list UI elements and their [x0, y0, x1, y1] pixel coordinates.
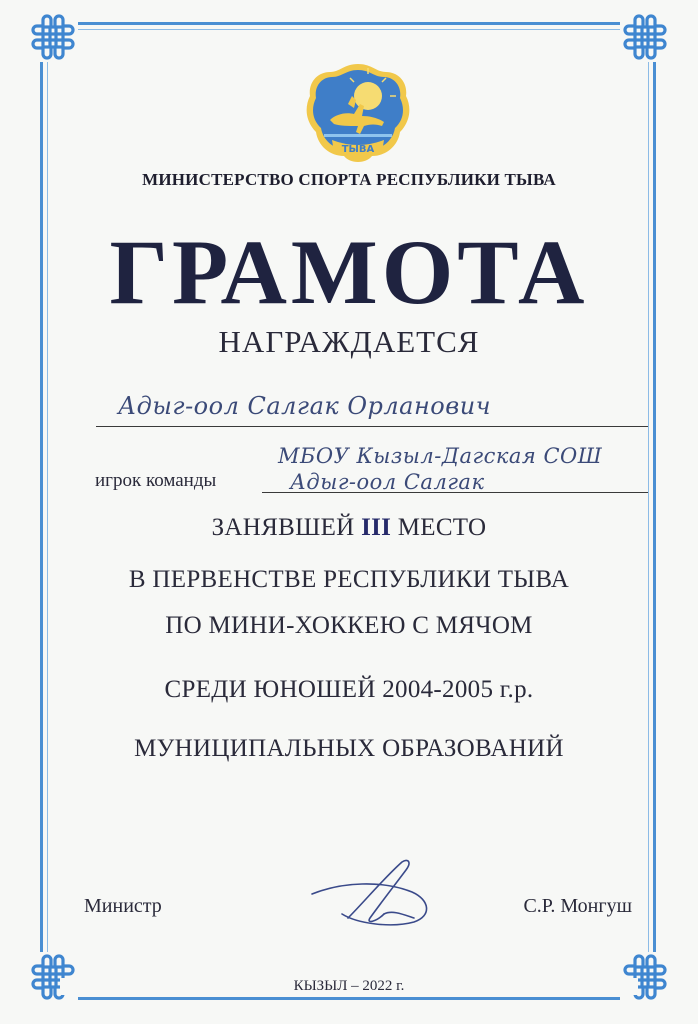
signatory-position: Министр — [84, 895, 162, 917]
ministry-heading: МИНИСТЕРСТВО СПОРТА РЕСПУБЛИКИ ТЫВА — [142, 170, 556, 189]
award-competition: В ПЕРВЕНСТВЕ РЕСПУБЛИКИ ТЫВА — [128, 566, 570, 593]
team-school: МБОУ Кызыл-Дагская СОШ — [278, 444, 603, 468]
award-category: СРЕДИ ЮНОШЕЙ 2004-2005 г.р. — [164, 676, 534, 703]
team-underline — [262, 492, 648, 493]
award-place-before: ЗАНЯВШЕЙ — [211, 514, 362, 541]
signature-mark — [302, 852, 442, 932]
awarded-heading: НАГРАЖДАЕТСЯ — [218, 324, 480, 359]
tuva-emblem-icon — [302, 60, 414, 168]
recipient-name: Адыг-оол Салгак Орланович — [118, 392, 492, 420]
award-place-line — [60, 514, 638, 542]
name-underline — [96, 426, 648, 427]
footer-text: КЫЗЫЛ – 2022 г. — [288, 978, 411, 994]
team-label: игрок команды — [95, 470, 217, 491]
endless-knot-icon — [28, 12, 78, 62]
award-place: III — [361, 514, 392, 541]
certificate-title: ГРАМОТА — [109, 221, 589, 323]
signatory-name: С.Р. Монгуш — [523, 895, 632, 917]
award-sport: ПО МИНИ-ХОККЕЮ С МЯЧОМ — [165, 612, 533, 639]
endless-knot-icon — [620, 12, 670, 62]
emblem-label: ТЫВА — [341, 144, 375, 155]
footer-place-date — [60, 978, 638, 995]
team-name: Адыг-оол Салгак — [290, 470, 485, 494]
award-level: МУНИЦИПАЛЬНЫХ ОБРАЗОВАНИЙ — [134, 735, 564, 762]
award-place-after: МЕСТО — [391, 514, 487, 541]
